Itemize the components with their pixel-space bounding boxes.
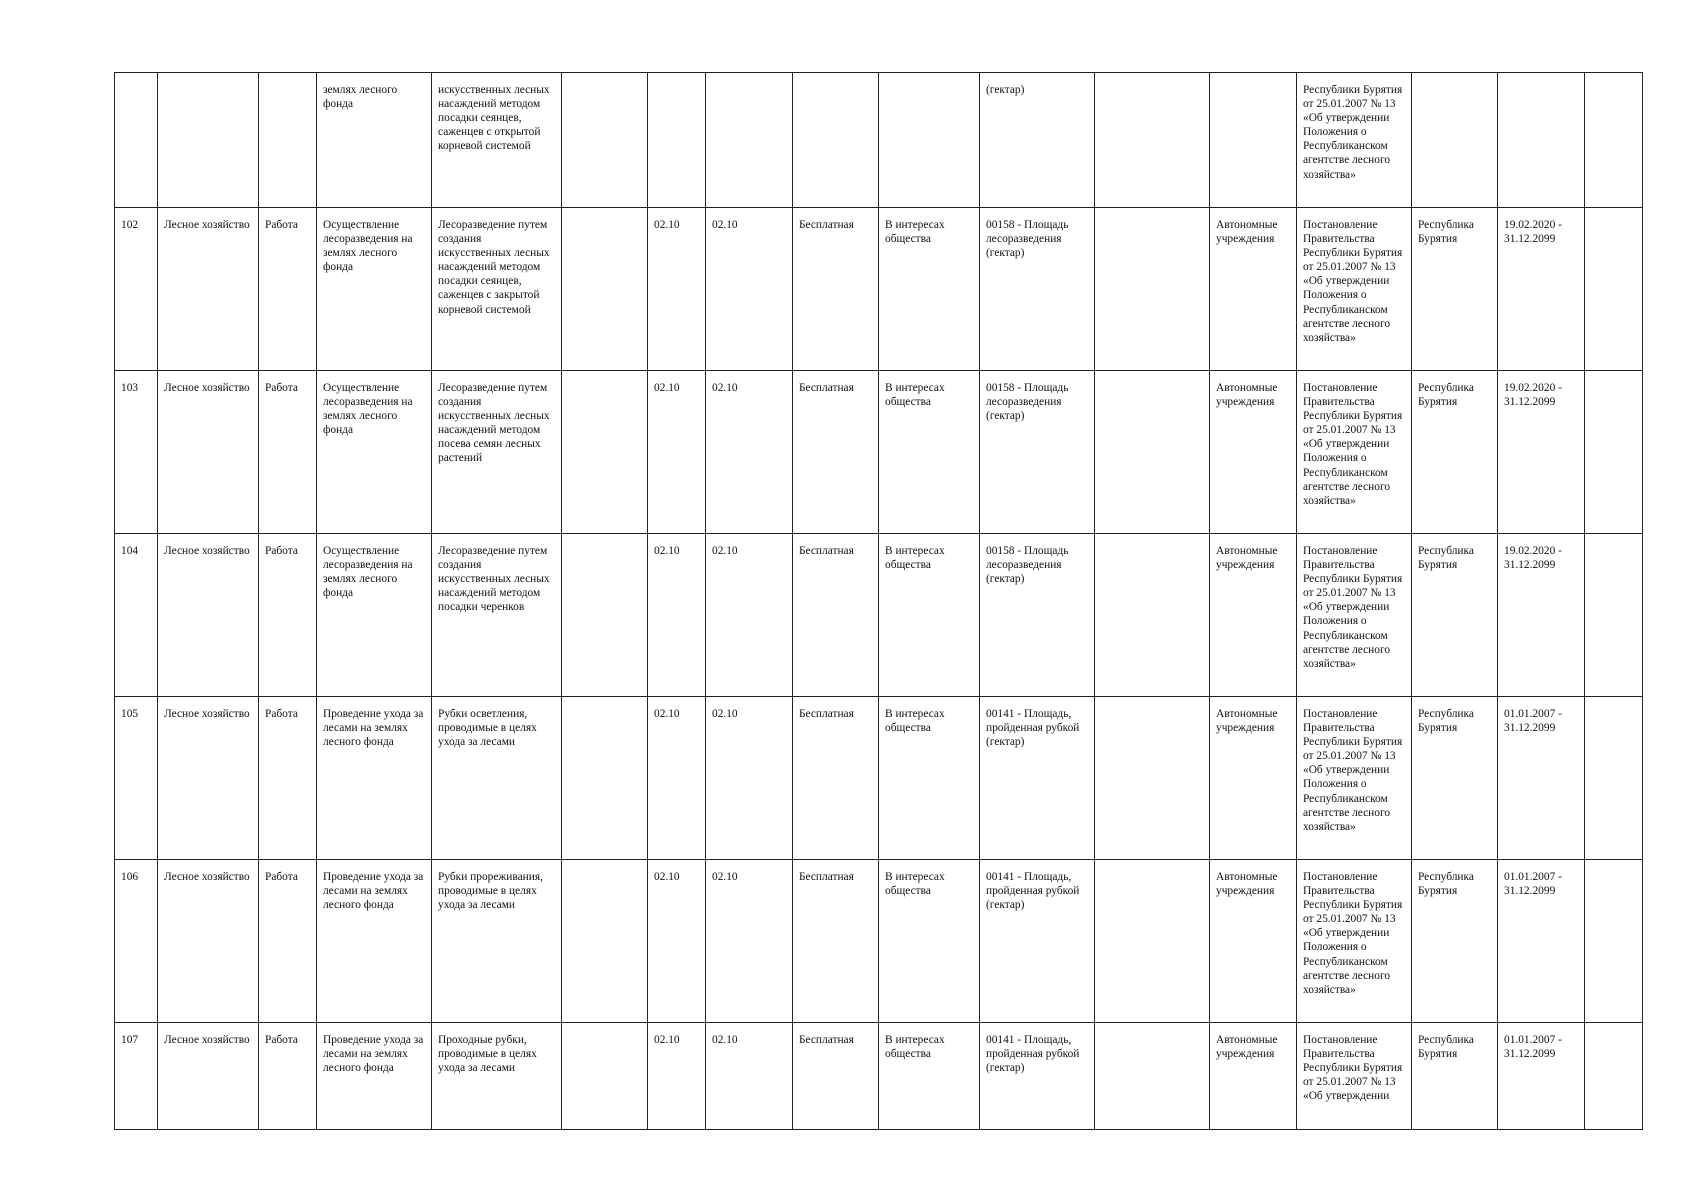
cell-row-number: [115, 73, 158, 208]
cell-volume-indicator: 00141 - Площадь, пройденная рубкой (гектар): [980, 697, 1095, 860]
cell-notes: [1585, 73, 1643, 208]
cell-row-number: 107: [115, 1023, 158, 1130]
cell-extra-field: [562, 860, 648, 1023]
cell-okved-code-2: 02.10: [706, 534, 793, 697]
cell-service-content: Рубки прореживания, проводимые в целях ухода за лесами: [432, 860, 562, 1023]
cell-volume-indicator: 00141 - Площадь, пройденная рубкой (гектар): [980, 860, 1095, 1023]
cell-service-name: Проведение ухода за лесами на землях лесного фонда: [317, 860, 432, 1023]
cell-volume-indicator: 00141 - Площадь, пройденная рубкой (гектар): [980, 1023, 1095, 1130]
cell-provider-type: Автономные учреждения: [1210, 371, 1297, 534]
cell-legal-basis: Постановление Правительства Республики Бурятия от 25.01.2007 № 13 «Об утверждении Положения о Республиканском агентстве лесного хозяйства»: [1297, 860, 1412, 1023]
cell-consumer-category: В интересах общества: [879, 860, 980, 1023]
cell-extra-field: [562, 697, 648, 860]
cell-payment-type: Бесплатная: [793, 697, 879, 860]
cell-service-name: Осуществление лесоразведения на землях лесного фонда: [317, 371, 432, 534]
cell-activity-sector: Лесное хозяйство: [158, 534, 259, 697]
cell-provider-type: Автономные учреждения: [1210, 860, 1297, 1023]
cell-notes: [1585, 371, 1643, 534]
cell-consumer-category: В интересах общества: [879, 208, 980, 371]
cell-activity-sector: [158, 73, 259, 208]
cell-payment-type: Бесплатная: [793, 371, 879, 534]
cell-row-number: 106: [115, 860, 158, 1023]
cell-consumer-category: В интересах общества: [879, 1023, 980, 1130]
cell-legal-basis: Постановление Правительства Республики Бурятия от 25.01.2007 № 13 «Об утверждении Положения о Республиканском агентстве лесного хозяйства»: [1297, 371, 1412, 534]
cell-activity-sector: Лесное хозяйство: [158, 371, 259, 534]
cell-volume-indicator: 00158 - Площадь лесоразведения (гектар): [980, 208, 1095, 371]
cell-validity-period: 19.02.2020 - 31.12.2099: [1498, 534, 1585, 697]
cell-payment-type: Бесплатная: [793, 1023, 879, 1130]
cell-notes: [1585, 1023, 1643, 1130]
cell-payment-type: Бесплатная: [793, 860, 879, 1023]
cell-okved-code-2: 02.10: [706, 208, 793, 371]
cell-row-number: 104: [115, 534, 158, 697]
cell-okved-code-1: [648, 73, 706, 208]
cell-notes: [1585, 208, 1643, 371]
cell-volume-indicator: 00158 - Площадь лесоразведения (гектар): [980, 371, 1095, 534]
cell-service-type: Работа: [259, 1023, 317, 1130]
registry-table: [114, 72, 1643, 1130]
cell-service-content: Лесоразведение путем создания искусственных лесных насаждений методом посадки сеянцев, саженцев с закрытой корневой системой: [432, 208, 562, 371]
cell-okved-code-2: [706, 73, 793, 208]
cell-provider-type: Автономные учреждения: [1210, 208, 1297, 371]
cell-extra-field: [562, 208, 648, 371]
cell-provider-type: Автономные учреждения: [1210, 697, 1297, 860]
cell-notes: [1585, 534, 1643, 697]
cell-notes: [1585, 697, 1643, 860]
cell-service-name: Осуществление лесоразведения на землях лесного фонда: [317, 534, 432, 697]
cell-quality-indicator: [1095, 208, 1210, 371]
cell-extra-field: [562, 371, 648, 534]
cell-region: Республика Бурятия: [1412, 371, 1498, 534]
table-row: [115, 697, 1643, 860]
cell-consumer-category: [879, 73, 980, 208]
table-row: [115, 371, 1643, 534]
cell-activity-sector: Лесное хозяйство: [158, 208, 259, 371]
cell-extra-field: [562, 73, 648, 208]
table-row: [115, 534, 1643, 697]
cell-provider-type: [1210, 73, 1297, 208]
cell-quality-indicator: [1095, 860, 1210, 1023]
cell-extra-field: [562, 1023, 648, 1130]
cell-quality-indicator: [1095, 1023, 1210, 1130]
cell-service-type: Работа: [259, 371, 317, 534]
cell-legal-basis: Постановление Правительства Республики Бурятия от 25.01.2007 № 13 «Об утверждении: [1297, 1023, 1412, 1130]
cell-extra-field: [562, 534, 648, 697]
cell-volume-indicator: (гектар): [980, 73, 1095, 208]
cell-legal-basis: Постановление Правительства Республики Бурятия от 25.01.2007 № 13 «Об утверждении Положения о Республиканском агентстве лесного хозяйства»: [1297, 208, 1412, 371]
cell-activity-sector: Лесное хозяйство: [158, 1023, 259, 1130]
cell-service-type: Работа: [259, 534, 317, 697]
cell-service-name: землях лесного фонда: [317, 73, 432, 208]
cell-legal-basis: Республики Бурятия от 25.01.2007 № 13 «Об утверждении Положения о Республиканском агентстве лесного хозяйства»: [1297, 73, 1412, 208]
cell-okved-code-1: 02.10: [648, 371, 706, 534]
cell-okved-code-2: 02.10: [706, 697, 793, 860]
cell-row-number: 105: [115, 697, 158, 860]
cell-okved-code-2: 02.10: [706, 371, 793, 534]
cell-okved-code-1: 02.10: [648, 1023, 706, 1130]
cell-consumer-category: В интересах общества: [879, 534, 980, 697]
cell-validity-period: 01.01.2007 - 31.12.2099: [1498, 697, 1585, 860]
cell-quality-indicator: [1095, 73, 1210, 208]
cell-service-type: Работа: [259, 208, 317, 371]
cell-region: Республика Бурятия: [1412, 697, 1498, 860]
cell-service-name: Осуществление лесоразведения на землях лесного фонда: [317, 208, 432, 371]
cell-row-number: 102: [115, 208, 158, 371]
cell-service-content: Лесоразведение путем создания искусственных лесных насаждений методом посева семян лесных растений: [432, 371, 562, 534]
cell-region: Республика Бурятия: [1412, 1023, 1498, 1130]
cell-validity-period: 19.02.2020 - 31.12.2099: [1498, 208, 1585, 371]
cell-legal-basis: Постановление Правительства Республики Бурятия от 25.01.2007 № 13 «Об утверждении Положения о Республиканском агентстве лесного хозяйства»: [1297, 534, 1412, 697]
cell-okved-code-1: 02.10: [648, 697, 706, 860]
table-row: [115, 73, 1643, 208]
cell-okved-code-2: 02.10: [706, 860, 793, 1023]
cell-service-name: Проведение ухода за лесами на землях лесного фонда: [317, 1023, 432, 1130]
cell-region: Республика Бурятия: [1412, 534, 1498, 697]
cell-service-content: Рубки осветления, проводимые в целях ухода за лесами: [432, 697, 562, 860]
cell-provider-type: Автономные учреждения: [1210, 1023, 1297, 1130]
cell-quality-indicator: [1095, 534, 1210, 697]
table-row: [115, 1023, 1643, 1130]
cell-notes: [1585, 860, 1643, 1023]
cell-validity-period: [1498, 73, 1585, 208]
cell-service-content: Проходные рубки, проводимые в целях ухода за лесами: [432, 1023, 562, 1130]
cell-validity-period: 01.01.2007 - 31.12.2099: [1498, 1023, 1585, 1130]
cell-service-content: искусственных лесных насаждений методом посадки сеянцев, саженцев с открытой корневой системой: [432, 73, 562, 208]
cell-activity-sector: Лесное хозяйство: [158, 697, 259, 860]
table-body: [115, 73, 1643, 1130]
cell-service-type: Работа: [259, 697, 317, 860]
cell-payment-type: Бесплатная: [793, 208, 879, 371]
cell-row-number: 103: [115, 371, 158, 534]
cell-legal-basis: Постановление Правительства Республики Бурятия от 25.01.2007 № 13 «Об утверждении Положения о Республиканском агентстве лесного хозяйства»: [1297, 697, 1412, 860]
cell-okved-code-1: 02.10: [648, 208, 706, 371]
cell-service-type: Работа: [259, 860, 317, 1023]
cell-activity-sector: Лесное хозяйство: [158, 860, 259, 1023]
cell-consumer-category: В интересах общества: [879, 371, 980, 534]
cell-okved-code-2: 02.10: [706, 1023, 793, 1130]
cell-service-content: Лесоразведение путем создания искусственных лесных насаждений методом посадки черенков: [432, 534, 562, 697]
cell-region: Республика Бурятия: [1412, 860, 1498, 1023]
cell-quality-indicator: [1095, 371, 1210, 534]
cell-okved-code-1: 02.10: [648, 534, 706, 697]
cell-okved-code-1: 02.10: [648, 860, 706, 1023]
cell-region: [1412, 73, 1498, 208]
cell-payment-type: Бесплатная: [793, 534, 879, 697]
cell-region: Республика Бурятия: [1412, 208, 1498, 371]
cell-service-name: Проведение ухода за лесами на землях лесного фонда: [317, 697, 432, 860]
cell-consumer-category: В интересах общества: [879, 697, 980, 860]
cell-payment-type: [793, 73, 879, 208]
cell-validity-period: 19.02.2020 - 31.12.2099: [1498, 371, 1585, 534]
cell-validity-period: 01.01.2007 - 31.12.2099: [1498, 860, 1585, 1023]
cell-provider-type: Автономные учреждения: [1210, 534, 1297, 697]
table-row: [115, 208, 1643, 371]
cell-volume-indicator: 00158 - Площадь лесоразведения (гектар): [980, 534, 1095, 697]
table-row: [115, 860, 1643, 1023]
cell-quality-indicator: [1095, 697, 1210, 860]
cell-service-type: [259, 73, 317, 208]
